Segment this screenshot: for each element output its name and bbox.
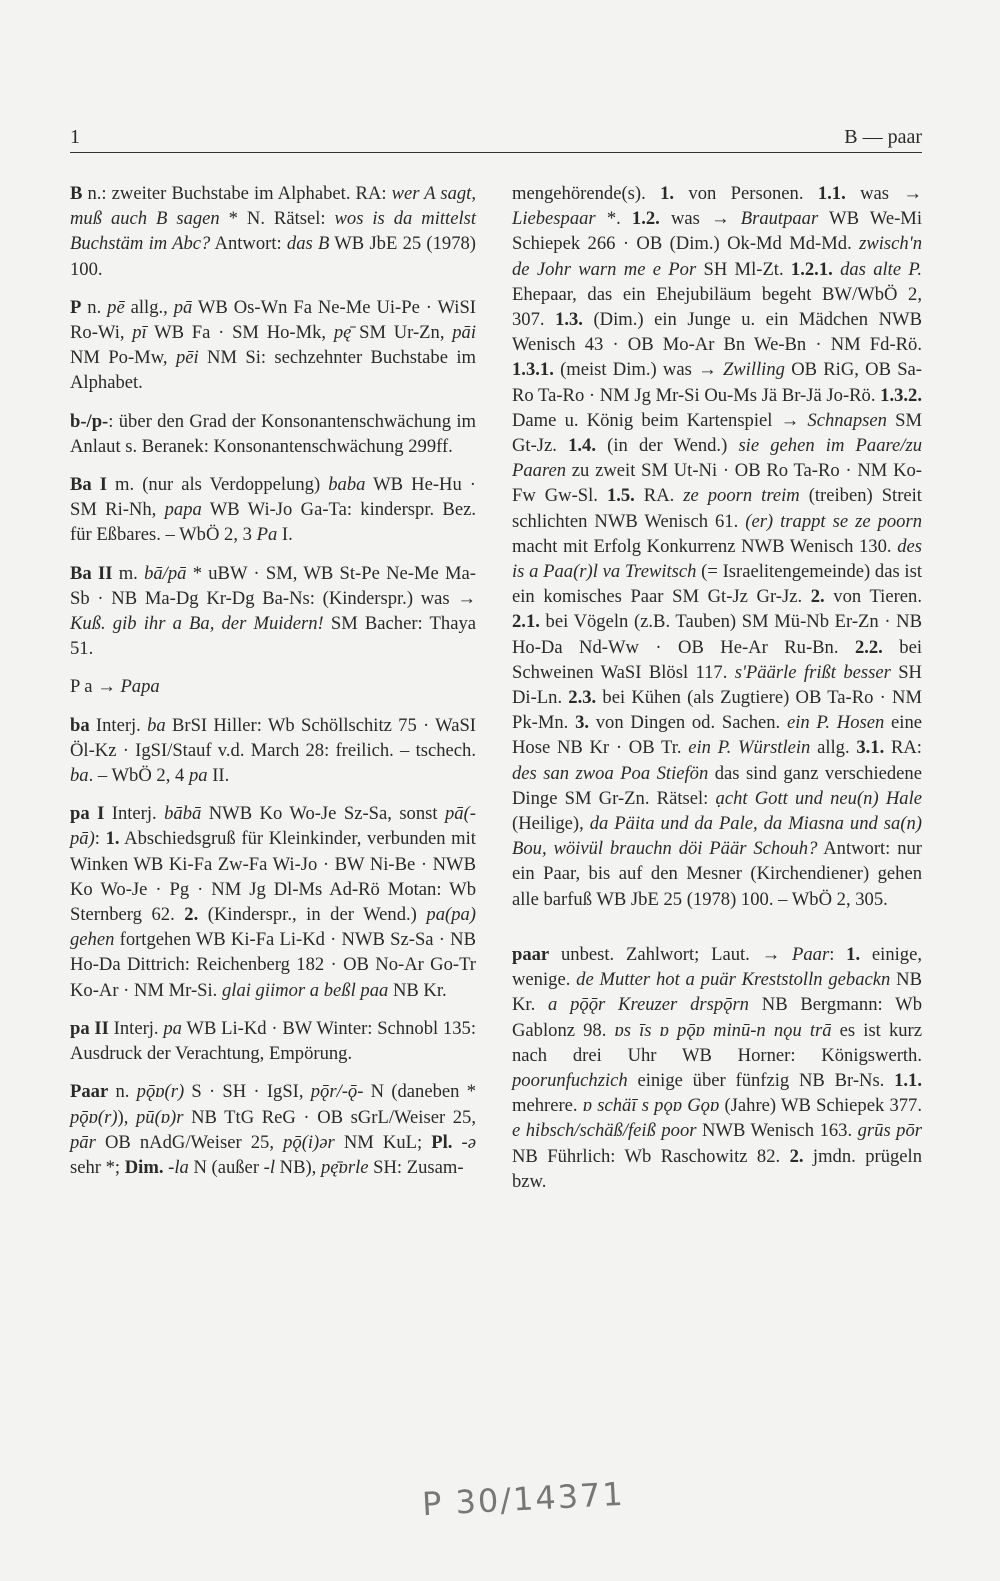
dictionary-entry-pa-ii: pa II Interj. pa WB Li-Kd · BW Winter: Schnobl 135: Ausdruck der Verachtung, Empörung. xyxy=(70,1017,476,1065)
dictionary-entry-b-p: b-/p-: über den Grad der Konsonantenschwächung im Anlaut s. Beranek: Konsonantenschwächung 299ff. xyxy=(70,410,476,457)
dictionary-entry-paar: paar unbest. Zahlwort; Laut. → Paar: 1. einige, wenige. de Mutter hot a puär Kreststolln gebackn NB Kr. a pǭǭr Kreuzer drspǭrn NB Bergmann: Wb Gablonz 98. ɒs īs ɒ pǭɒ minū-n nǫu trā es ist kurz nach drei Uhr WB Horner: Königswerth. poorunfuchzich einige über fünfzig NB Br-Ns. 1.1. mehrere. ɒ schäī s pǫɒ Gǫɒ (Jahre) WB Schiepek 377. e hibsch/schäß/feiß poor NWB Wenisch 163. grūs pōr NB Führlich: Wb Raschowitz 82. 2. jmdn. prügeln bzw. xyxy=(512,943,923,1192)
dictionary-entry-ba-ii: Ba II m. bā/pā * uBW · SM, WB St-Pe Ne-Me Ma-Sb · NB Ma-Dg Kr-Dg Ba-Ns: (Kinderspr.) was → Kuß. gib ihr a Ba, der Muidern! SM Bacher: Thaya 51. xyxy=(70,562,476,660)
right-column xyxy=(512,181,922,1194)
page-number: 1 xyxy=(70,126,80,148)
page-header xyxy=(70,122,922,153)
handwritten-archive-number: P 30/14371 xyxy=(421,1474,626,1524)
dictionary-entry-ba-i: Ba I m. (nur als Verdoppelung) baba WB He-Hu · SM Ri-Nh, papa WB Wi-Jo Ga-Ta: kinderspr. Bez. für Eßbares. – WbÖ 2, 3 Pa I. xyxy=(70,474,476,546)
dictionary-entry-p: P n. pē allg., pā WB Os-Wn Fa Ne-Me Ui-Pe · WiSI Ro-Wi, pī WB Fa · SM Ho-Mk, pę̄ SM Ur-Zn, pāi NM Po-Mw, pēi NM Si: sechzehnter Buchstabe im Alphabet. xyxy=(70,296,476,394)
dictionary-entry-paar: Paar n. pǭɒ(r) S · SH · IgSI, pǭr/-ǭ- N (daneben * pǭɒ(r)), pū(ɒ)r NB TtG ReG · OB sGrL/Weiser 25, pār OB nAdG/Weiser 25, pǭ(i)ər NM KuL; Pl. -ə sehr *; Dim. -la N (außer -l NB), pę̄ɒrle SH: Zusam- xyxy=(70,1081,476,1178)
left-column xyxy=(70,181,476,1193)
running-head: B — paar xyxy=(844,126,922,148)
dictionary-entry-paar-cont: mengehörende(s). 1. von Personen. 1.1. was → Liebespaar *. 1.2. was → Brautpaar WB We-Mi Schiepek 266 · OB (Dim.) Ok-Md Md-Md. zwisch'n de Johr warn me e Por SH Ml-Zt. 1.2.1. das alte P. Ehepaar, das ein Ehejubiläum begeht BW/WbÖ 2, 307. 1.3. (Dim.) ein Junge u. ein Mädchen NWB Wenisch 43 · OB Mo-Ar Bn We-Bn · NM Fd-Rö. 1.3.1. (meist Dim.) was → Zwilling OB RiG, OB Sa-Ro Ta-Ro · NM Jg Mr-Si Ou-Ms Jä Br-Jä Jo-Rö. 1.3.2. Dame u. König beim Kartenspiel → Schnapsen SM Gt-Jz. 1.4. (in der Wend.) sie gehen im Paare/zu Paaren zu zweit SM Ut-Ni · OB Ro Ta-Ro · NM Ko-Fw Gw-Sl. 1.5. RA. ze poorn treim (treiben) Streit schlichten NWB Wenisch 61. (er) trappt se ze poorn macht mit Erfolg Konkurrenz NWB Wenisch 130. des is a Paa(r)l va Trewitsch (= Israelitengemeinde) das ist ein komisches Paar SM Gt-Jz Gr-Jz. 2. von Tieren. 2.1. bei Vögeln (z.B. Tauben) SM Mü-Nb Er-Zn · NB Ho-Da Nd-Ww · OB He-Ar Ru-Bn. 2.2. bei Schweinen WaSI Blösl 117. s'Päärle frißt besser SH Di-Ln. 2.3. bei Kühen (als Zugtiere) OB Ta-Ro · NM Pk-Mn. 3. von Dingen od. Sachen. ein P. Hosen eine Hose NB Kr · OB Tr. ein P. Würstlein allg. 3.1. RA: des san zwoa Poa Stiefön das sind ganz verschiedene Dinge SM Gr-Zn. Rätsel: ạcht Gott und neu(n) Hale (Heilige), da Päita und da Pale, da Miasna und sa(n) Bou, wöivül brauchn döi Päär Schouh? Antwort: nur ein Paar, bis auf den Mesner (Kirchendiener) gehen alle barfuß WB JbE 25 (1978) 100. – WbÖ 2, 305. xyxy=(512,183,923,910)
dictionary-entry-pa-i: pa I Interj. bābā NWB Ko Wo-Je Sz-Sa, sonst pā(-pā): 1. Abschiedsgruß für Kleinkinder, verbunden mit Winken WB Ki-Fa Zw-Fa Wi-Jo · BW Ni-Be · NWB Ko Wo-Je · Pg · NM Jg Dl-Ms Ad-Rö Motan: Wb Sternberg 62. 2. (Kinderspr., in der Wend.) pa(pa) gehen fortgehen WB Ki-Fa Li-Kd · NWB Sz-Sa · NB Ho-Da Dittrich: Reichenberg 182 · OB No-Ar Go-Tr Ko-Ar · NM Mr-Si. glai giimor a beßl paa NB Kr. xyxy=(70,803,476,1001)
dictionary-entry-pa: P a → Papa xyxy=(70,676,160,698)
dictionary-entry-b: B n.: zweiter Buchstabe im Alphabet. RA: wer A sagt, muß auch B sagen * N. Rätsel: wos is da mittelst Buchstäm im Abc? Antwort: das B WB JbE 25 (1978) 100. xyxy=(70,183,477,280)
dictionary-entry-ba: ba Interj. ba BrSI Hiller: Wb Schöllschitz 75 · WaSI Öl-Kz · IgSI/Stauf v.d. March 28: freilich. – tschech. ba. – WbÖ 2, 4 pa II. xyxy=(70,714,476,787)
